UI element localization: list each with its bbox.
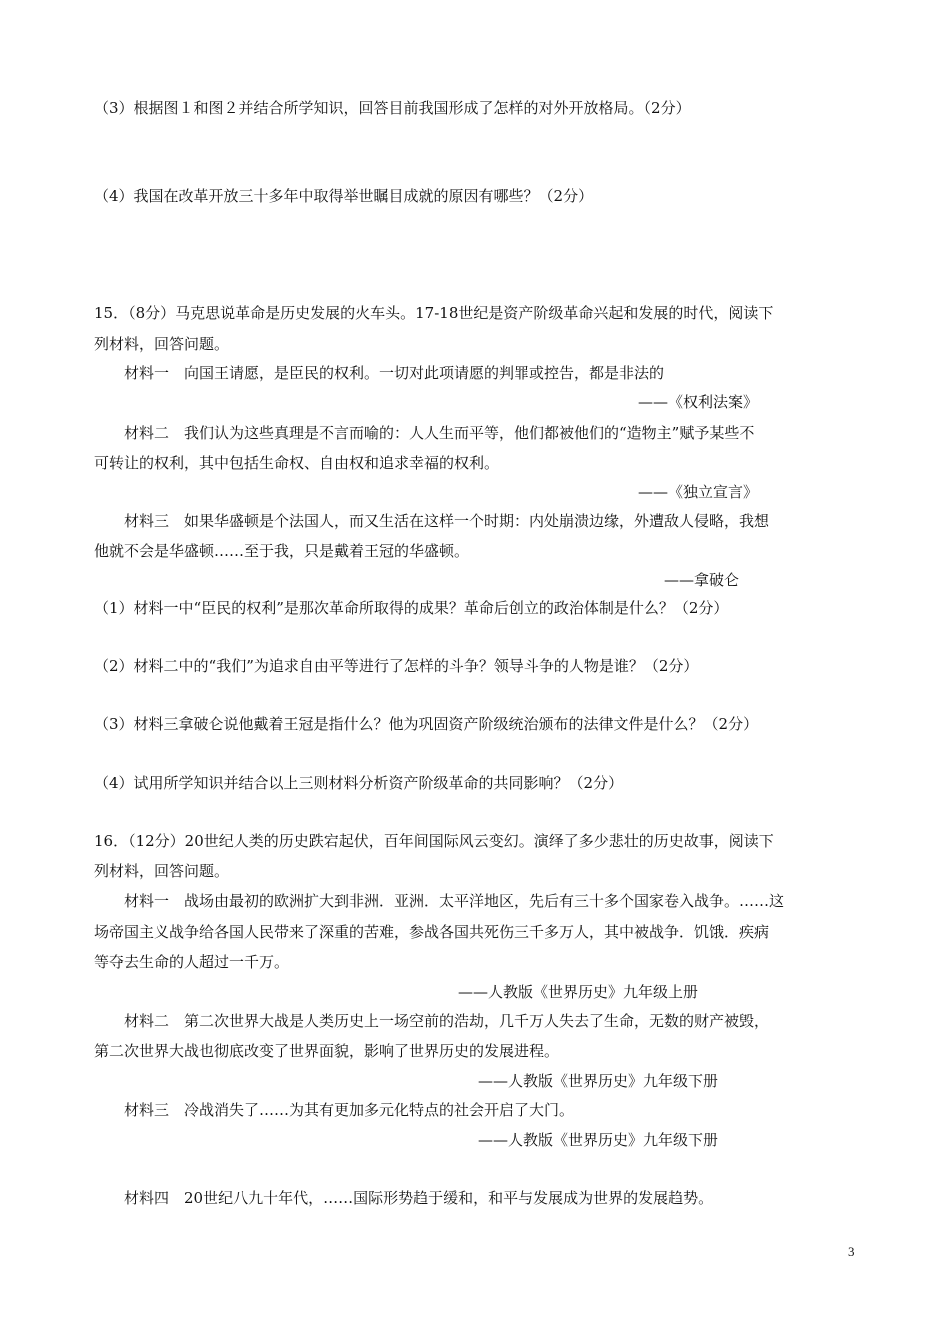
q15-material-1: 材料一 向国王请愿，是臣民的权利。一切对此项请愿的判罪或控告，都是非法的 xyxy=(124,364,665,382)
q16-material-2-source: ——人教版《世界历史》九年级下册 xyxy=(478,1072,719,1090)
question-16-stem: 16．（12分）20世纪人类的历史跌宕起伏，百年间国际风云变幻。演绎了多少悲壮的历史故事，阅读下 xyxy=(94,832,774,850)
q16-material-1-cont-2: 等夺去生命的人超过一千万。 xyxy=(94,953,290,971)
q15-material-3-cont: 他就不会是华盛顿……至于我，只是戴着王冠的华盛顿。 xyxy=(94,542,470,560)
q16-material-2: 材料二 第二次世界大战是人类历史上一场空前的浩劫，几千万人失去了生命，无数的财产被毁， xyxy=(124,1012,770,1030)
q15-material-2: 材料二 我们认为这些真理是不言而喻的：人人生而平等，他们都被他们的“造物主”赋予某些不 xyxy=(124,424,755,442)
q15-material-1-source: ——《权利法案》 xyxy=(638,393,759,411)
page-number: 3 xyxy=(848,1244,855,1259)
q15-material-3: 材料三 如果华盛顿是个法国人，而又生活在这样一个时期：内处崩溃边缘，外遭敌人侵略，我想 xyxy=(124,512,770,530)
question-15-stem: 15．（8分）马克思说革命是历史发展的火车头。17-18世纪是资产阶级革命兴起和发展的时代，阅读下 xyxy=(94,304,774,322)
question-15-stem-cont: 列材料，回答问题。 xyxy=(94,335,230,353)
question-14-sub-4: （4）我国在改革开放三十多年中取得举世瞩目成就的原因有哪些？（2分） xyxy=(94,187,594,205)
question-16-stem-cont: 列材料，回答问题。 xyxy=(94,862,230,880)
question-14-sub-3: （3）根据图１和图２并结合所学知识，回答目前我国形成了怎样的对外开放格局。（2分） xyxy=(94,99,691,117)
q16-material-1: 材料一 战场由最初的欧洲扩大到非洲．亚洲．太平洋地区，先后有三十多个国家卷入战争。……这 xyxy=(124,892,785,910)
q15-material-2-source: ——《独立宣言》 xyxy=(638,483,759,501)
q16-material-1-source: ——人教版《世界历史》九年级上册 xyxy=(458,983,699,1001)
question-15-sub-2: （2）材料二中的“我们”为追求自由平等进行了怎样的斗争？领导斗争的人物是谁？（2分） xyxy=(94,657,699,675)
q15-material-2-cont: 可转让的权利，其中包括生命权、自由权和追求幸福的权利。 xyxy=(94,454,500,472)
q16-material-1-cont-1: 场帝国主义战争给各国人民带来了深重的苦难，参战各国共死伤三千多万人，其中被战争．饥饿．疾病 xyxy=(94,923,770,941)
q16-material-3: 材料三 冷战消失了……为其有更加多元化特点的社会开启了大门。 xyxy=(124,1101,575,1119)
question-15-sub-3: （3）材料三拿破仑说他戴着王冠是指什么？他为巩固资产阶级统治颁布的法律文件是什么？（2分） xyxy=(94,715,759,733)
q16-material-3-source: ——人教版《世界历史》九年级下册 xyxy=(478,1131,719,1149)
q15-material-3-source: ——拿破仑 xyxy=(664,571,740,589)
question-15-sub-1: （1）材料一中“臣民的权利”是那次革命所取得的成果？革命后创立的政治体制是什么？（2分） xyxy=(94,599,729,617)
q16-material-2-cont: 第二次世界大战也彻底改变了世界面貌，影响了世界历史的发展进程。 xyxy=(94,1042,560,1060)
question-15-sub-4: （4）试用所学知识并结合以上三则材料分析资产阶级革命的共同影响？（2分） xyxy=(94,774,624,792)
q16-material-4: 材料四 20世纪八九十年代，……国际形势趋于缓和，和平与发展成为世界的发展趋势。 xyxy=(124,1189,714,1207)
